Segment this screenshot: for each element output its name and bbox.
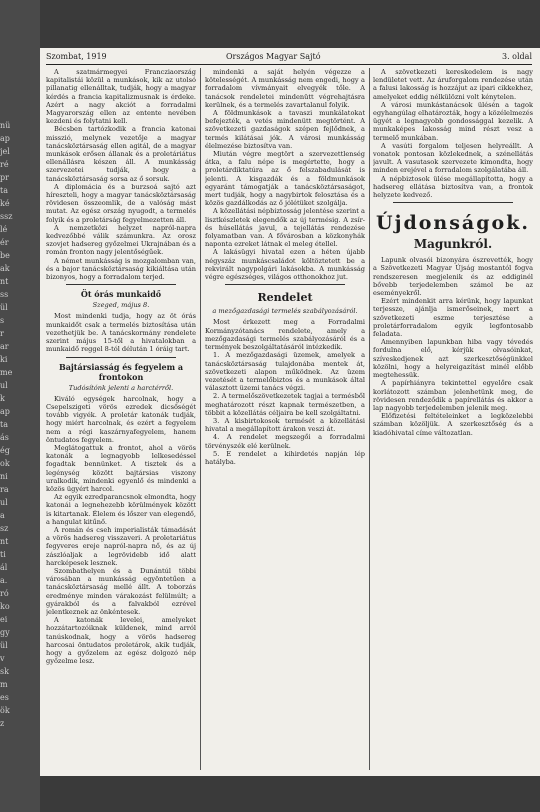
column-3	[373, 68, 533, 770]
strip-fragment: ül	[0, 641, 8, 650]
paragraph: 2. A termelőszövetkezetek tagjai a termésből meghatározott részt kapnak természetben, a többit a közellátás céljaira be kell szolgáltatni.	[205, 392, 365, 417]
paragraph: Előfizetési feltételeinket a legközelebbi számban közöljük. A szerkesztőség és a kiadóhivatal címe változatlan.	[373, 412, 533, 437]
decree-subheading: a mezőgazdasági termelés szabályozásáról.	[212, 307, 358, 316]
paragraph: Most mindenki tudja, hogy az öt órás munkaidőt csak a termelés biztosítása után vezethetjük be. A tanácskormány rendelete szerint május 15-től a hivatalokban a munkaidő reggel 8-tól délután 1 óráig tart.	[46, 312, 196, 354]
column-2	[205, 68, 365, 770]
strip-fragment: ap	[0, 134, 10, 143]
paragraph: Amennyiben lapunkban hiba vagy tévedés fordulna elő, kérjük olvasóinkat, szíveskedjenek azt szerkesztőségünkkel közölni, hogy a helyreigazítást minél előbb megtehessük.	[373, 338, 533, 380]
column-rule	[200, 68, 201, 770]
strip-fragment: ni	[0, 472, 8, 481]
strip-fragment: ssz	[0, 212, 13, 221]
strip-fragment: gy	[0, 628, 10, 637]
divider	[393, 202, 513, 203]
paragraph: Most érkezett meg a Forradalmi Kormányzótanács rendelete, amely a mezőgazdasági termelés szabályozásáról és a termények beszolgáltatásáról intézkedik.	[205, 318, 365, 352]
strip-fragment: s	[0, 316, 5, 325]
strip-fragment: ál	[0, 563, 8, 572]
strip-fragment: be	[0, 251, 10, 260]
notice-heading: Öt órás munkaidő	[80, 289, 162, 300]
paragraph: 5. E rendelet a kihirdetés napján lép hatályba.	[205, 449, 365, 466]
strip-fragment: me	[0, 368, 13, 377]
strip-fragment: ül	[0, 303, 8, 312]
strip-fragment: sk	[0, 667, 9, 676]
paragraph: Kiváló egységek harcolnak, hogy a Csepelszigeti vörös ezredek dicsőségét tovább vigyék. A proletár katonák tudják, hogy miért harcolnak, és ezért a fegyelem nem a régi kaszárnyafegyelem, hanem öntudatos fegyelem.	[46, 394, 196, 444]
paragraph: A népbiztosok ülése megállapította, hogy a hadsereg ellátása biztosítva van, a frontok helyzete kedvező.	[373, 174, 533, 200]
strip-fragment: ss	[0, 290, 9, 299]
paragraph: A vasúti forgalom teljesen helyreállt. A vonatok pontosan közlekednek, a szénellátás javult. A vasutasok szervezete kimondta, hogy minden erejével a forradalom szolgálatába áll.	[373, 141, 533, 175]
strip-fragment: k	[0, 394, 5, 403]
divider	[66, 284, 176, 285]
column-1	[46, 68, 196, 770]
strip-fragment: ok	[0, 459, 10, 468]
paragraph: A földmunkások a tavaszi munkálatokat befejezték, a vetés mindenütt megtörtént. A szövetkezeti gazdaságok szépen fejlődnek, a termés kilátásai jók. A városi munkásság élelmezése biztosítva van.	[205, 109, 365, 150]
newspaper-page	[40, 48, 540, 776]
strip-fragment: ré	[0, 160, 9, 169]
strip-fragment: a	[0, 511, 5, 520]
strip-fragment: z	[0, 719, 5, 728]
paragraph: A papírhiányra tekintettel egyelőre csak korlátozott számban jelenhetünk meg, de rövidesen rendeződik a papírellátás és akkor a lap nagyobb terjedelemben jelenik meg.	[373, 379, 533, 412]
strip-fragment: ta	[0, 186, 8, 195]
header-page-number: 3. oldal	[502, 52, 532, 61]
paragraph: 4. A rendelet megszegői a forradalmi törvényszék elé kerülnek.	[205, 433, 365, 450]
paragraph: A német munkásság is mozgalomban van, és a bajor tanácsköztársaság kikiáltása után bizonyos, hogy a forradalom terjed.	[46, 256, 196, 282]
strip-fragment: ér	[0, 238, 9, 247]
paragraph: Szombathelyen és a Dunántúl többi városában a munkásság egyöntetűen a tanácsköztársaság mellé állt. A toborzás eredménye minden várakozást felülmúlt; a gyárakból és a falvakból ezrével jelentkeznek az önkéntesek.	[46, 566, 196, 616]
section-subheading: Tudósítónk jelenti a harctérről.	[68, 383, 174, 392]
paragraph: mindenki a saját helyén végezze a kötelességét. A munkásság nem engedi, hogy a forradalom vívmányait elvegyék tőle. A tanácsok rendeletei mindenütt végrehajtásra kerülnek, és a termelés zavartalanul folyik.	[205, 68, 365, 109]
paragraph: Lapunk olvasói bizonyára észrevették, hogy a Szövetkezeti Magyar Újság mostantól fogva rendszeresen megjelenik és az eddiginél bővebb terjedelemben számol be az eseményekről.	[373, 256, 533, 298]
strip-fragment: ul	[0, 498, 8, 507]
strip-fragment: es	[0, 693, 9, 702]
strip-fragment: ta	[0, 420, 8, 429]
paragraph: A katonák levelei, amelyeket hozzátartozóiknak küldenek, mind arról tanúskodnak, hogy a vörös hadsereg harcosai öntudatos proletárok, akik tudják, hogy a győzelem az egész dolgozó nép győzelme lesz.	[46, 616, 196, 666]
paragraph: A nemzetközi helyzet napról-napra kedvezőbbé válik számunkra. Az orosz szovjet hadsereg győzelmei Ukrajnában és a román fronton nagy jelentőségűek.	[46, 223, 196, 257]
strip-fragment: ég	[0, 446, 10, 455]
strip-fragment: ti	[0, 550, 6, 559]
strip-fragment: nü	[0, 121, 11, 130]
paragraph: Meglátogattuk a frontot, ahol a vörös katonák a legnagyobb lelkesedéssel fogadtak bennünket. A tisztek és a legénység között bajtársias viszony uralkodik, mindenki egyenlő és mindenki a közös ügyért harcol.	[46, 443, 196, 493]
notice-subheading: Szeged, május 8.	[92, 301, 150, 310]
strip-fragment: ul	[0, 381, 8, 390]
strip-fragment: jel	[0, 147, 10, 156]
strip-fragment: a.	[0, 576, 8, 585]
paragraph: Az egyik ezredparancsnok elmondta, hogy katonái a legnehezebb körülmények között is kitartanak. Élelem és lőszer van elegendő, a hangulat kitűnő.	[46, 493, 196, 526]
news-subheading: Magunkról.	[413, 237, 493, 252]
strip-fragment: lé	[0, 225, 8, 234]
adjacent-page-strip	[0, 0, 40, 812]
strip-fragment: ei	[0, 615, 8, 624]
header-date: Szombat, 1919	[46, 52, 107, 61]
paragraph: Ezért mindenkit arra kérünk, hogy lapunkat terjessze, ajánlja ismerőseinek, mert a szövetkezeti eszme terjesztése a proletárforradalom egyik legfontosabb feladata.	[373, 297, 533, 339]
paragraph: A közellátási népbiztosság jelentése szerint a lisztkészletek elegendők az új termésig. A zsír- és húsellátás javul, a tejellátás rendezése folyamatban van. A fővárosban a közkonyhák naponta ezreket látnak el meleg étellel.	[205, 207, 365, 249]
header-title: Országos Magyar Sajtó	[226, 52, 321, 61]
strip-fragment: m	[0, 680, 8, 689]
page-header	[46, 52, 532, 65]
paragraph: A szatmármegyei Francziaország kapitalistái közül a munkások, kik az utolsó pillanatig ellenálltak, tudják, hogy a magyar kérdés a francia kapitalizmusnak is érdeke. Azért a nagy akciót a forradalmi Magyarország ellen az entente nevében kezdeni és folytatni kell.	[46, 68, 196, 126]
paragraph: Bécsben tartózkodik a francia katonai misszió, melynek vezetője a magyar tanácsköztársaság ellen agitál, de a magyar munkások erősen állanak és a proletáriátus ellenállásra készen áll. A munkásság szervezetei tudják, hogy a tanácsköztársaság sorsa az ő sorsuk.	[46, 125, 196, 183]
divider	[225, 284, 345, 285]
paragraph: A szövetkezeti kereskedelem is nagy lendületet vett. Az áruforgalom rendezése után a falusi lakosság is hozzájut az ipari cikkekhez, amelyeket eddig nélkülözni volt kénytelen.	[373, 68, 533, 101]
strip-fragment: ar	[0, 342, 9, 351]
strip-fragment: ki	[0, 355, 8, 364]
paragraph: A városi munkástanácsok ülésén a tagok egyhangúlag elhatározták, hogy a közélelmezés ügyét a legnagyobb gondossággal kezelik. A munkaképes lakosság mind részt vesz a termelő munkában.	[373, 100, 533, 142]
strip-fragment: ró	[0, 589, 9, 598]
paragraph: Miután végre megtört a szervezettlenség átka, a falu népe is megértette, hogy a proletárdiktatúra az ő felszabadulását is jelenti. A kisgazdák és a földmunkások egyaránt támogatják a tanácsköztársaságot, mert tudják, hogy a nagybirtok felosztása és a közös gazdálkodás az ő jólétüket szolgálja.	[205, 150, 365, 208]
decree-heading: Rendelet	[257, 291, 313, 305]
paragraph: A lakásügyi hivatal ezen a héten újabb négyszáz munkáscsaládot költöztetett be a rekvirált nagypolgári lakásokba. A munkásság végre egészséges, világos otthonokhoz jut.	[205, 248, 365, 282]
column-rule	[369, 68, 370, 770]
strip-fragment: ök	[0, 706, 10, 715]
strip-fragment: ra	[0, 485, 9, 494]
strip-fragment: ko	[0, 602, 10, 611]
strip-fragment: sz	[0, 524, 9, 533]
divider	[66, 357, 176, 358]
strip-fragment: nt	[0, 277, 9, 286]
strip-fragment: nt	[0, 537, 9, 546]
strip-fragment: v	[0, 654, 5, 663]
strip-fragment: r	[0, 329, 4, 338]
strip-fragment: ás	[0, 433, 9, 442]
strip-fragment: ké	[0, 199, 10, 208]
strip-fragment: ap	[0, 407, 10, 416]
paragraph: A diplomácia és a burzsoá sajtó azt híreszteli, hogy a magyar tanácsköztársaság rövidesen összeomlik, de a valóság mást mutat. Az egész ország nyugodt, a termelés folyik és a proletárság fegyelmezetten áll.	[46, 182, 196, 224]
news-heading: Újdonságok.	[376, 212, 530, 235]
paragraph: 1. A mezőgazdasági üzemek, amelyek a tanácsköztársaság tulajdonába mentek át, szövetkezeti alapon működnek. Az üzem vezetését a termelőbiztos és a munkások által választott üzemi tanács végzi.	[205, 351, 365, 393]
strip-fragment: pr	[0, 173, 9, 182]
paragraph: A román és cseh imperialisták támadását a vörös hadsereg visszaveri. A proletariátus fegyveres ereje napról-napra nő, és az új zászlóaljak a legrövidebb idő alatt harcképesek lesznek.	[46, 525, 196, 567]
section-heading: Bajtársiasság és fegyelem a frontokon	[58, 361, 184, 382]
strip-fragment: ak	[0, 264, 10, 273]
paragraph: 3. A kisbirtokosok termését a közellátási hivatal a megállapított árakon veszi át.	[205, 416, 365, 434]
